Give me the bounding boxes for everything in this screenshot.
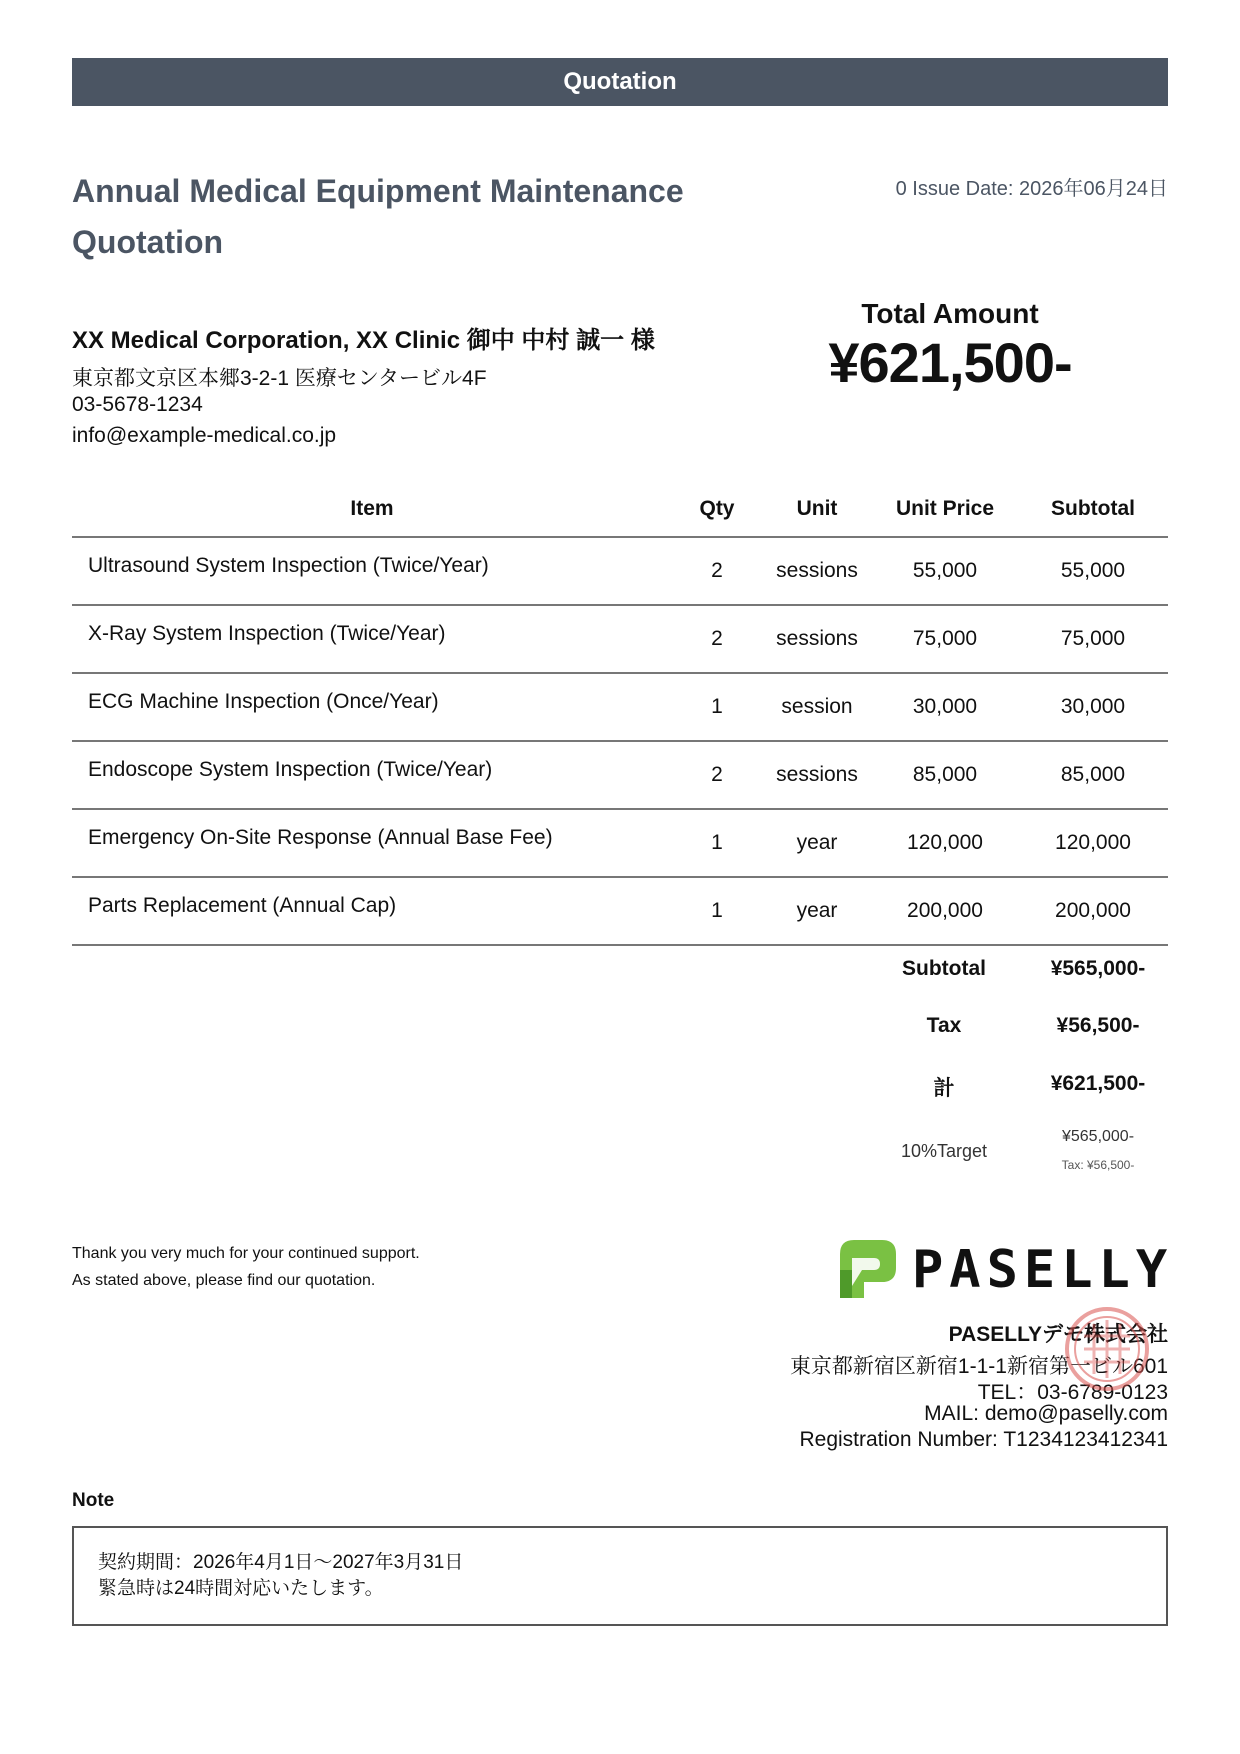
note-line: 契約期間：2026年4月1日～2027年3月31日	[98, 1552, 464, 1573]
client-address: 東京都文京区本郷3-2-1 医療センタービル4F	[72, 367, 487, 390]
table-row	[72, 877, 1168, 945]
note-line: 緊急時は24時間対応いたします。	[98, 1578, 384, 1599]
cell-item: Ultrasound System Inspection (Twice/Year)	[72, 537, 672, 605]
tax-target-label: 10%Target	[900, 1141, 988, 1161]
tax-target-tax: Tax: ¥56,500-	[1061, 1158, 1135, 1172]
cell-qty: 1	[672, 809, 762, 877]
cell-unit: year	[762, 809, 872, 877]
column-header-item: Item	[72, 482, 672, 537]
issue-date: 0 Issue Date: 2026年06月24日	[895, 178, 1168, 200]
table-row	[72, 605, 1168, 673]
cell-item: Parts Replacement (Annual Cap)	[72, 877, 672, 945]
cell-unit-price: 85,000	[872, 741, 1018, 809]
summary-total-value: ¥621,500-	[1050, 1072, 1146, 1095]
company-mail: MAIL: demo@paselly.com	[924, 1402, 1168, 1425]
cell-subtotal: 30,000	[1018, 673, 1168, 741]
table-row	[72, 809, 1168, 877]
document-title: Annual Medical Equipment Maintenance Quotation	[72, 173, 684, 260]
cell-item: Endoscope System Inspection (Twice/Year)	[72, 741, 672, 809]
cell-unit: year	[762, 877, 872, 945]
cell-item: Emergency On-Site Response (Annual Base Fee)	[72, 809, 672, 877]
note-label: Note	[72, 1490, 115, 1511]
cell-subtotal: 120,000	[1018, 809, 1168, 877]
cell-qty: 2	[672, 605, 762, 673]
company-logo	[840, 1238, 1174, 1300]
cell-subtotal: 75,000	[1018, 605, 1168, 673]
cell-unit: sessions	[762, 741, 872, 809]
cell-item: X-Ray System Inspection (Twice/Year)	[72, 605, 672, 673]
total-amount-label: Total Amount	[861, 298, 1039, 329]
note-box	[72, 1526, 1168, 1626]
column-header-unit-price: Unit Price	[872, 482, 1018, 537]
cell-item: ECG Machine Inspection (Once/Year)	[72, 673, 672, 741]
cell-qty: 2	[672, 537, 762, 605]
cell-unit: sessions	[762, 605, 872, 673]
client-email: info@example-medical.co.jp	[72, 424, 337, 447]
summary-total-label: 計	[933, 1077, 955, 1100]
logo-mark-icon	[840, 1240, 896, 1298]
cell-unit: sessions	[762, 537, 872, 605]
cell-unit-price: 75,000	[872, 605, 1018, 673]
closing-message	[72, 1240, 420, 1294]
document-header-bar	[72, 58, 1168, 106]
company-tel: TEL：03-6789-0123	[977, 1381, 1168, 1404]
table-row	[72, 673, 1168, 741]
table-row	[72, 537, 1168, 605]
cell-subtotal: 85,000	[1018, 741, 1168, 809]
client-name: XX Medical Corporation, XX Clinic 御中 中村 誠一 様	[72, 327, 655, 354]
closing-message-line: As stated above, please find our quotation.	[72, 1272, 376, 1289]
column-header-subtotal: Subtotal	[1018, 482, 1168, 537]
table-header-row	[72, 482, 1168, 537]
company-name: PASELLYデモ株式会社	[948, 1323, 1168, 1346]
column-header-unit: Unit	[762, 482, 872, 537]
client-phone: 03-5678-1234	[72, 393, 203, 416]
total-amount-value: ¥621,500-	[828, 331, 1072, 394]
items-table	[72, 482, 1168, 946]
company-registration: Registration Number: T1234123412341	[799, 1428, 1168, 1451]
logo-wordmark: PASELLY	[912, 1240, 1174, 1300]
cell-qty: 2	[672, 741, 762, 809]
cell-unit-price: 30,000	[872, 673, 1018, 741]
cell-qty: 1	[672, 877, 762, 945]
tax-target-amount: ¥565,000-	[1061, 1128, 1135, 1145]
summary-tax-label: Tax	[926, 1014, 962, 1037]
summary-tax-value: ¥56,500-	[1056, 1014, 1140, 1037]
cell-unit-price: 120,000	[872, 809, 1018, 877]
table-row	[72, 741, 1168, 809]
cell-qty: 1	[672, 673, 762, 741]
header-title: Quotation	[563, 68, 677, 95]
cell-subtotal: 55,000	[1018, 537, 1168, 605]
cell-unit-price: 55,000	[872, 537, 1018, 605]
cell-unit: session	[762, 673, 872, 741]
summary-subtotal-value: ¥565,000-	[1050, 957, 1146, 980]
closing-message-line: Thank you very much for your continued support.	[72, 1245, 420, 1262]
column-header-qty: Qty	[672, 482, 762, 537]
cell-subtotal: 200,000	[1018, 877, 1168, 945]
summary-subtotal-label: Subtotal	[902, 957, 986, 980]
company-address: 東京都新宿区新宿1-1-1新宿第一ビル601	[789, 1355, 1168, 1378]
company-seal-stamp	[1064, 1306, 1150, 1392]
cell-unit-price: 200,000	[872, 877, 1018, 945]
